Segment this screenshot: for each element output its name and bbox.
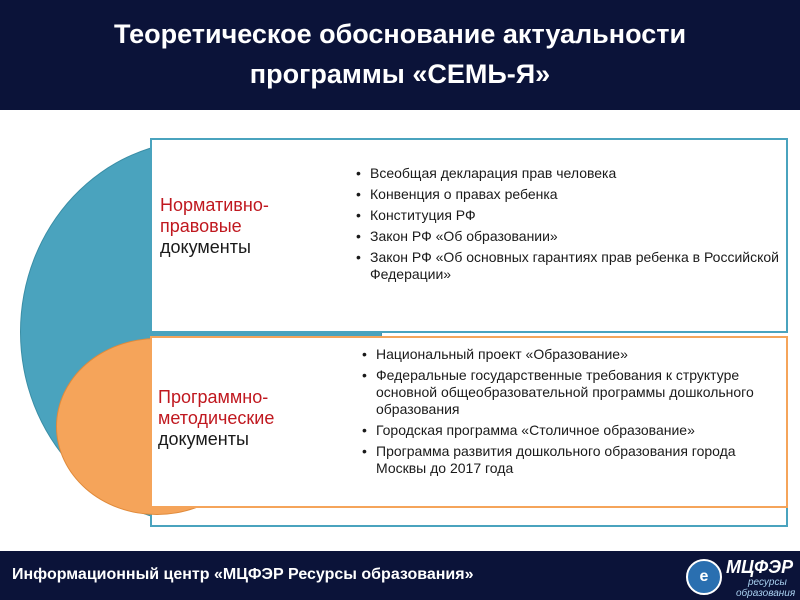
normative-label-line-3: документы (160, 237, 251, 257)
list-item: • Конвенция о правах ребенка (354, 186, 784, 203)
list-item: • Закон РФ «Об образовании» (354, 228, 784, 245)
normative-label (160, 195, 330, 258)
slide-header (0, 0, 800, 110)
normative-label-line-2: правовые (160, 216, 242, 236)
list-item: • Федеральные государственные требования к структуре основной общеобразовательной программы дошкольного образования (360, 367, 760, 418)
title-line-2: программы «СЕМЬ-Я» (249, 59, 551, 89)
slide-title (20, 14, 780, 94)
methodical-label-line-3: документы (158, 429, 249, 449)
normative-list (354, 165, 784, 287)
title-line-1: Теоретическое обоснование актуальности (113, 19, 687, 49)
normative-label-line-1: Нормативно- (160, 195, 269, 215)
list-item: • Программа развития дошкольного образования города Москвы до 2017 года (360, 443, 760, 477)
methodical-label-line-1: Программно- (158, 387, 269, 407)
list-item: • Всеобщая декларация прав человека (354, 165, 784, 182)
logo-icon (686, 555, 796, 599)
list-item: • Закон РФ «Об основных гарантиях прав ребенка в Российской Федерации» (354, 249, 784, 283)
slide-footer (0, 551, 800, 600)
list-item: • Национальный проект «Образование» (360, 346, 760, 363)
list-item: • Конституция РФ (354, 207, 784, 224)
logo-subtitle-2: образования (736, 588, 796, 599)
logo-glyph: е (699, 568, 709, 585)
logo-subtitle-1: ресурсы (748, 577, 787, 588)
list-item: • Городская программа «Столичное образование» (360, 422, 760, 439)
methodical-list (360, 346, 760, 481)
logo-circle (686, 559, 722, 595)
footer-text: Информационный центр «МЦФЭР Ресурсы образования» (12, 566, 474, 583)
logo-mark: МЦФЭР (726, 557, 794, 577)
methodical-label (158, 387, 328, 450)
methodical-label-line-2: методические (158, 408, 275, 428)
panel-frame-bottom (150, 505, 788, 527)
